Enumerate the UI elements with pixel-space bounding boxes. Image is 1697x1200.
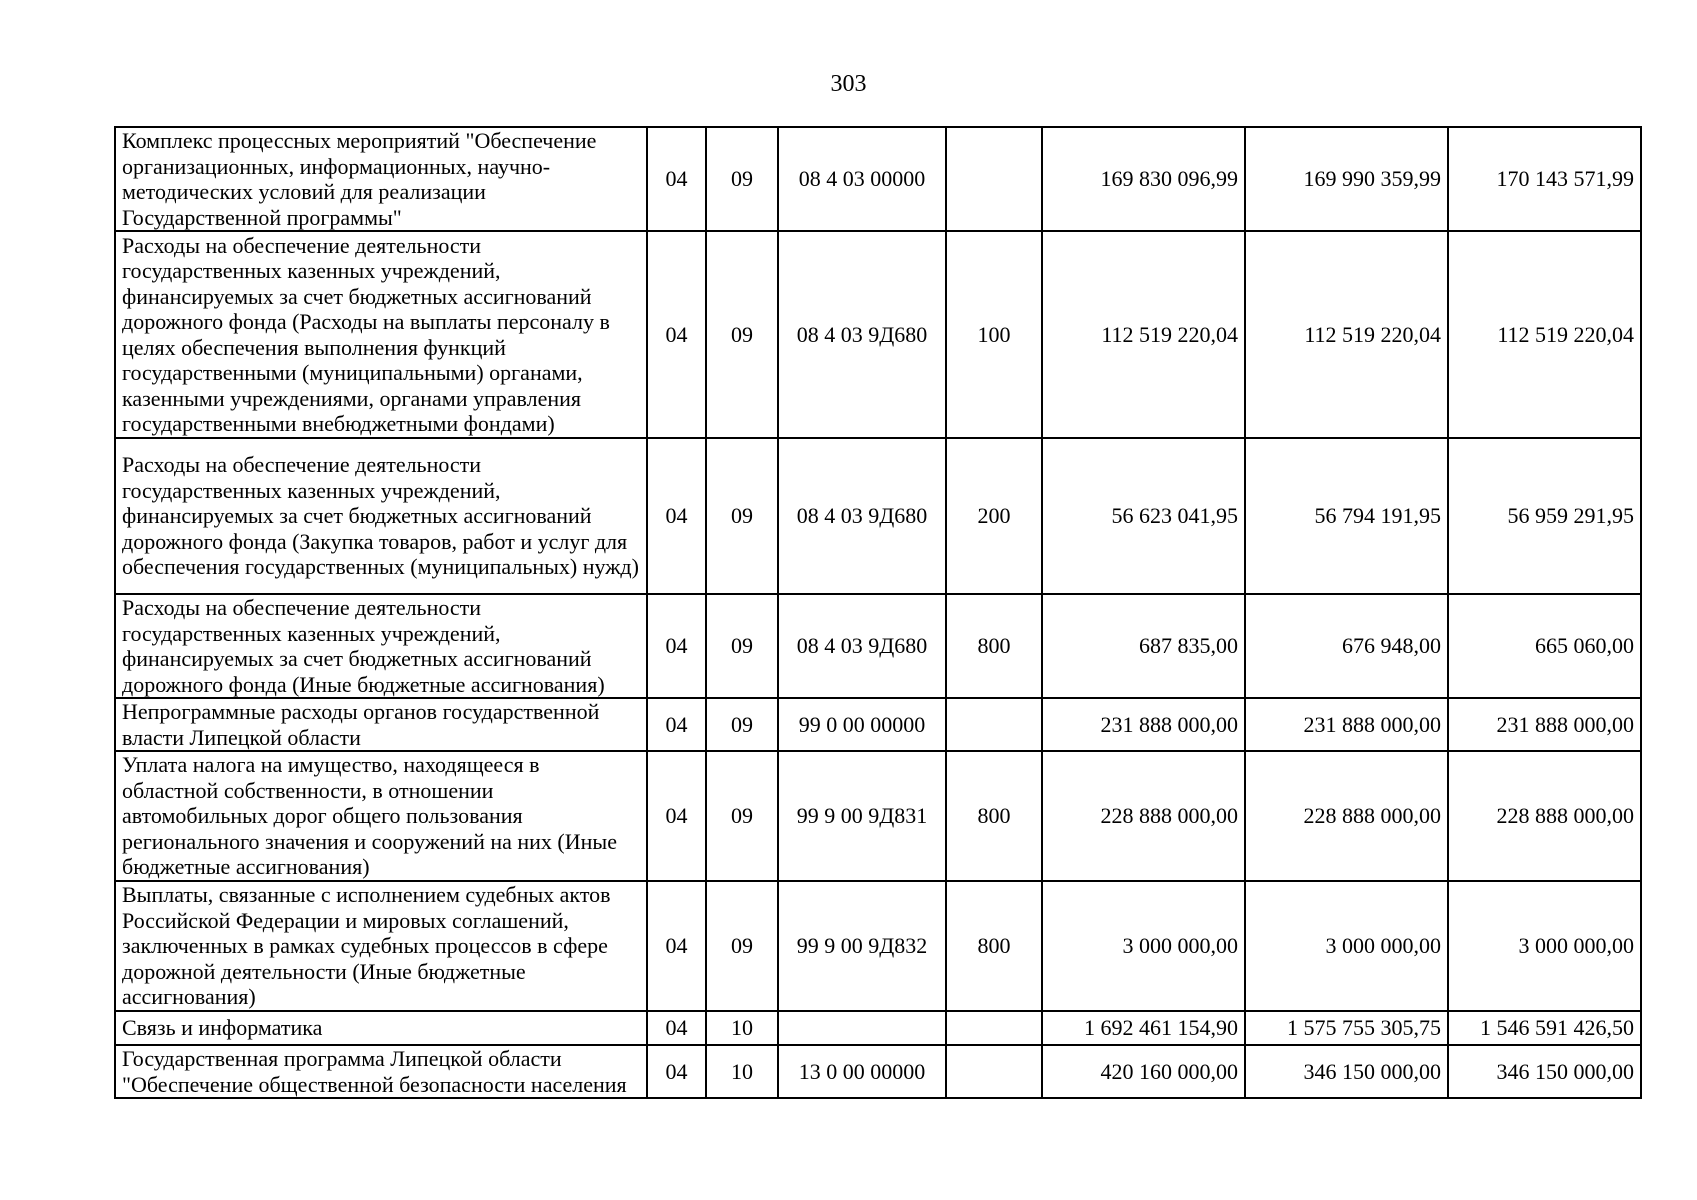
amount-year3-cell: 346 150 000,00 bbox=[1448, 1045, 1641, 1098]
target-article-cell: 99 9 00 9Д832 bbox=[778, 881, 946, 1011]
target-article-cell bbox=[778, 1011, 946, 1045]
page-number: 303 bbox=[830, 71, 867, 97]
amount-year2-cell: 231 888 000,00 bbox=[1245, 698, 1448, 751]
section-code-cell: 04 bbox=[647, 438, 706, 594]
expense-type-cell: 800 bbox=[946, 594, 1042, 698]
expense-type-cell bbox=[946, 1045, 1042, 1098]
amount-year2-cell: 169 990 359,99 bbox=[1245, 127, 1448, 231]
target-article-cell: 08 4 03 9Д680 bbox=[778, 438, 946, 594]
section-code-cell: 04 bbox=[647, 1045, 706, 1098]
section-code-cell: 04 bbox=[647, 231, 706, 438]
row-name-cell: Государственная программа Липецкой области "Обеспечение общественной безопасности населения bbox=[115, 1045, 647, 1098]
target-article-cell: 08 4 03 9Д680 bbox=[778, 594, 946, 698]
table-row bbox=[115, 1011, 1641, 1045]
table-row bbox=[115, 751, 1641, 881]
amount-year3-cell: 112 519 220,04 bbox=[1448, 231, 1641, 438]
amount-year2-cell: 228 888 000,00 bbox=[1245, 751, 1448, 881]
expense-type-cell: 800 bbox=[946, 751, 1042, 881]
expense-type-cell bbox=[946, 698, 1042, 751]
subsection-code-cell: 09 bbox=[706, 751, 778, 881]
amount-year2-cell: 676 948,00 bbox=[1245, 594, 1448, 698]
target-article-cell: 08 4 03 9Д680 bbox=[778, 231, 946, 438]
amount-year1-cell: 420 160 000,00 bbox=[1042, 1045, 1245, 1098]
section-code-cell: 04 bbox=[647, 1011, 706, 1045]
target-article-cell: 99 0 00 00000 bbox=[778, 698, 946, 751]
row-name-cell: Расходы на обеспечение деятельности государственных казенных учреждений, финансируемых за счет бюджетных ассигнований дорожного фонда (Иные бюджетные ассигнования) bbox=[115, 594, 647, 698]
amount-year2-cell: 346 150 000,00 bbox=[1245, 1045, 1448, 1098]
amount-year3-cell: 1 546 591 426,50 bbox=[1448, 1011, 1641, 1045]
target-article-cell: 99 9 00 9Д831 bbox=[778, 751, 946, 881]
table-row bbox=[115, 1045, 1641, 1098]
amount-year3-cell: 3 000 000,00 bbox=[1448, 881, 1641, 1011]
target-article-cell: 08 4 03 00000 bbox=[778, 127, 946, 231]
table-row bbox=[115, 231, 1641, 438]
section-code-cell: 04 bbox=[647, 698, 706, 751]
subsection-code-cell: 09 bbox=[706, 594, 778, 698]
amount-year1-cell: 1 692 461 154,90 bbox=[1042, 1011, 1245, 1045]
section-code-cell: 04 bbox=[647, 127, 706, 231]
amount-year1-cell: 56 623 041,95 bbox=[1042, 438, 1245, 594]
amount-year2-cell: 56 794 191,95 bbox=[1245, 438, 1448, 594]
table-row bbox=[115, 594, 1641, 698]
amount-year1-cell: 231 888 000,00 bbox=[1042, 698, 1245, 751]
expense-type-cell: 200 bbox=[946, 438, 1042, 594]
amount-year3-cell: 231 888 000,00 bbox=[1448, 698, 1641, 751]
amount-year2-cell: 3 000 000,00 bbox=[1245, 881, 1448, 1011]
amount-year1-cell: 3 000 000,00 bbox=[1042, 881, 1245, 1011]
table-row bbox=[115, 698, 1641, 751]
section-code-cell: 04 bbox=[647, 881, 706, 1011]
table-row bbox=[115, 127, 1641, 231]
section-code-cell: 04 bbox=[647, 594, 706, 698]
amount-year2-cell: 1 575 755 305,75 bbox=[1245, 1011, 1448, 1045]
expense-type-cell bbox=[946, 127, 1042, 231]
row-name-cell: Расходы на обеспечение деятельности государственных казенных учреждений, финансируемых за счет бюджетных ассигнований дорожного фонда (Закупка товаров, работ и услуг для обеспечения государственных (муниципальных) нужд) bbox=[115, 438, 647, 594]
row-name-cell: Уплата налога на имущество, находящееся в областной собственности, в отношении автомобильных дорог общего пользования регионального значения и сооружений на них (Иные бюджетные ассигнования) bbox=[115, 751, 647, 881]
amount-year1-cell: 228 888 000,00 bbox=[1042, 751, 1245, 881]
row-name-cell: Связь и информатика bbox=[115, 1011, 647, 1045]
budget-table bbox=[114, 126, 1642, 1099]
amount-year3-cell: 170 143 571,99 bbox=[1448, 127, 1641, 231]
amount-year1-cell: 169 830 096,99 bbox=[1042, 127, 1245, 231]
subsection-code-cell: 10 bbox=[706, 1011, 778, 1045]
amount-year2-cell: 112 519 220,04 bbox=[1245, 231, 1448, 438]
amount-year3-cell: 665 060,00 bbox=[1448, 594, 1641, 698]
table-row bbox=[115, 881, 1641, 1011]
subsection-code-cell: 09 bbox=[706, 438, 778, 594]
row-name-cell: Комплекс процессных мероприятий "Обеспечение организационных, информационных, научно-методических условий для реализации Государственной программы" bbox=[115, 127, 647, 231]
row-name-cell: Выплаты, связанные с исполнением судебных актов Российской Федерации и мировых соглашений, заключенных в рамках судебных процессов в сфере дорожной деятельности (Иные бюджетные ассигнования) bbox=[115, 881, 647, 1011]
amount-year1-cell: 112 519 220,04 bbox=[1042, 231, 1245, 438]
target-article-cell: 13 0 00 00000 bbox=[778, 1045, 946, 1098]
subsection-code-cell: 09 bbox=[706, 698, 778, 751]
expense-type-cell: 100 bbox=[946, 231, 1042, 438]
amount-year1-cell: 687 835,00 bbox=[1042, 594, 1245, 698]
amount-year3-cell: 56 959 291,95 bbox=[1448, 438, 1641, 594]
expense-type-cell bbox=[946, 1011, 1042, 1045]
table-row bbox=[115, 438, 1641, 594]
expense-type-cell: 800 bbox=[946, 881, 1042, 1011]
subsection-code-cell: 09 bbox=[706, 231, 778, 438]
subsection-code-cell: 09 bbox=[706, 127, 778, 231]
subsection-code-cell: 10 bbox=[706, 1045, 778, 1098]
section-code-cell: 04 bbox=[647, 751, 706, 881]
amount-year3-cell: 228 888 000,00 bbox=[1448, 751, 1641, 881]
row-name-cell: Расходы на обеспечение деятельности государственных казенных учреждений, финансируемых за счет бюджетных ассигнований дорожного фонда (Расходы на выплаты персоналу в целях обеспечения выполнения функций государственными (муниципальными) органами, казенными учреждениями, органами управления государственными внебюджетными фондами) bbox=[115, 231, 647, 438]
subsection-code-cell: 09 bbox=[706, 881, 778, 1011]
row-name-cell: Непрограммные расходы органов государственной власти Липецкой области bbox=[115, 698, 647, 751]
